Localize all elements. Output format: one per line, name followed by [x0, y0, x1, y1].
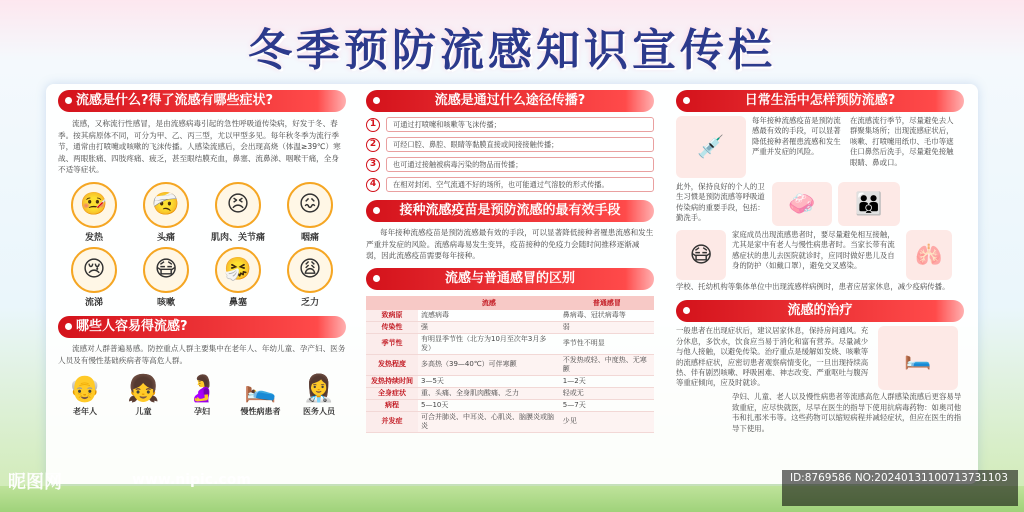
prevention-tip-crowds: 在流感流行季节，尽量避免去人群聚集场所；出现流感症状后，咳嗽、打喷嚏用纸巾、毛巾等遮住口鼻然后洗手，尽量避免接触眼睛、鼻或口。: [850, 116, 954, 167]
column-middle: [366, 90, 654, 433]
patient-icon: 🛌: [244, 374, 277, 405]
transmission-route: [366, 157, 654, 172]
symptom-item: [274, 247, 346, 308]
table-cell: 轻或无: [560, 387, 654, 399]
symptom-item: [202, 247, 274, 308]
section-header-prevention: 日常生活中怎样预防流感?: [676, 90, 964, 112]
risk-group-label: 慢性病患者: [240, 407, 281, 417]
table-cell: 流感病毒: [418, 310, 560, 322]
route-text: 也可通过接触被病毒污染的物品而传播；: [386, 157, 654, 172]
table-cell: 5—7天: [560, 399, 654, 411]
table-cell: 少见: [560, 411, 654, 432]
table-row: [366, 321, 654, 333]
watermark-id-box: [782, 470, 1018, 506]
table-cell: 1—2天: [560, 375, 654, 387]
risk-group-item: [117, 372, 171, 417]
flu-vs-cold-table: [366, 296, 654, 433]
sick-bed-illustration-icon: 🛏️: [878, 326, 958, 390]
table-header-cell: 流感: [418, 296, 560, 310]
table-header-cell: 普通感冒: [560, 296, 654, 310]
risk-groups-text: 流感对人群普遍易感。防控重点人群主要集中在老年人、年幼儿童、孕产妇、医务人员及有慢性基础疾病者等高危人群。: [58, 343, 346, 365]
symptom-item: [58, 247, 130, 308]
table-cell: 强: [418, 321, 560, 333]
table-cell: 重、头痛、全身肌肉酸痛、乏力: [418, 387, 560, 399]
fever-icon: 🤒: [71, 182, 117, 228]
watermark-id-text: ID:8769586 NO:20240131100713731103: [790, 472, 1008, 484]
table-row-header: 传染性: [366, 321, 418, 333]
handwashing-illustration-icon: 🧼: [772, 182, 832, 226]
transmission-route: [366, 137, 654, 152]
table-row: [366, 399, 654, 411]
table-cell: 5—10天: [418, 399, 560, 411]
route-text: 可通过打喷嚏和咳嗽等飞沫传播；: [386, 117, 654, 132]
table-cell: 多高热（39—40℃）可伴寒颤: [418, 354, 560, 375]
treatment-text-general: 一般患者在出现症状后，建议居家休息，保持房间通风。充分休息，多饮水，饮食应当易于消化和富有营养。尽量减少与他人接触，以避免传染。治疗重点是缓解如发烧、咳嗽等的流感样症状，应密切患者观察病情变化，一旦出现持续高热、伴有剧烈咳嗽、呼吸困难、神志改变、严重呕吐与腹泻等重症倾向，应及时就诊。: [676, 326, 869, 388]
table-cell: 季节性不明显: [560, 333, 654, 354]
page-title: 冬季预防流感知识宣传栏: [248, 25, 776, 76]
watermark-logo: 昵图网: [8, 472, 62, 493]
treatment-text-high-risk: 孕妇、儿童、老人以及慢性病患者等流感高危人群感染流感后更容易导致重症，应尽快就医，尽早在医生的指导下使用抗病毒药物：如奥司他韦和扎那米韦等。这些药物可以缩短病程并减轻症状，但应在医生的指导下使用。: [732, 392, 962, 433]
route-number: 3: [366, 158, 380, 172]
symptom-item: [130, 182, 202, 243]
table-row-header: 致病原: [366, 310, 418, 322]
risk-group-item: [58, 372, 112, 417]
transmission-list: [366, 117, 654, 192]
column-right: [676, 90, 964, 433]
child-icon: 👧: [127, 374, 160, 405]
route-number: 1: [366, 118, 380, 132]
symptoms-grid: [58, 182, 346, 308]
symptom-label: 头痛: [156, 232, 175, 243]
risk-group-label: 医务人员: [303, 407, 335, 417]
prevention-tip-school: 学校、托幼机构等集体单位中出现流感样病例时，患者应居家休息，减少疫病传播。: [676, 282, 950, 291]
risk-group-label: 孕妇: [194, 407, 210, 417]
table-cell: 可合并肺炎、中耳炎、心肌炎、脑膜炎或脑炎: [418, 411, 560, 432]
medical-staff-icon: 👩‍⚕️: [302, 374, 336, 405]
route-text: 可经口腔、鼻腔、眼睛等黏膜直接或间接接触传播；: [386, 137, 654, 152]
route-number: 2: [366, 138, 380, 152]
stuffy-nose-icon: 🤧: [215, 247, 261, 293]
route-text: 在相对封闭、空气流通不好的场所，也可能通过气溶胶的形式传播。: [386, 177, 654, 192]
prevention-tip-family: 家庭成员出现流感患者时，要尽量避免相互接触，尤其是家中有老人与慢性病患者时。当家长带有流感症状的患儿去医院就诊时，应同时做好患儿及自身的防护（如戴口罩），避免交叉感染。: [732, 230, 895, 271]
symptom-item: [58, 182, 130, 243]
section-header-transmission: 流感是通过什么途径传播?: [366, 90, 654, 112]
risk-group-label: 老年人: [73, 407, 97, 417]
table-row-header: 全身症状: [366, 387, 418, 399]
elderly-icon: 👴: [68, 374, 102, 405]
vaccine-text: 每年接种流感疫苗是预防流感最有效的手段，可以显著降低接种者罹患流感和发生严重并发症的风险。流感病毒易发生变异，疫苗接种的免疫力会随时间推移逐渐减弱，因此流感疫苗需要每年接种。: [366, 228, 654, 261]
section-header-risk-groups: 哪些人容易得流感?: [58, 316, 346, 338]
table-header-cell: [366, 296, 418, 310]
runny-nose-icon: 😢: [71, 247, 117, 293]
route-number: 4: [366, 178, 380, 192]
symptom-label: 肌肉、关节痛: [210, 232, 265, 243]
section-header-flu-vs-cold: 流感与普通感冒的区别: [366, 268, 654, 290]
table-row: [366, 354, 654, 375]
table-row: [366, 333, 654, 354]
table-cell: 弱: [560, 321, 654, 333]
symptom-item: [130, 247, 202, 308]
symptom-label: 咽痛: [300, 232, 319, 243]
vaccination-illustration-icon: 💉: [676, 116, 746, 178]
table-row: [366, 411, 654, 432]
section-header-vaccine: 接种流感疫苗是预防流感的最有效手段: [366, 200, 654, 222]
fatigue-icon: 😩: [287, 247, 333, 293]
risk-group-label: 儿童: [135, 407, 152, 417]
risk-group-item: [292, 372, 346, 417]
table-cell: 不发热或轻、中度热、无寒颤: [560, 354, 654, 375]
transmission-route: [366, 177, 654, 192]
table-row-header: 季节性: [366, 333, 418, 354]
risk-group-item: [234, 372, 288, 417]
headache-icon: 🤕: [143, 182, 189, 228]
risk-group-item: [175, 372, 229, 417]
mask-girl-illustration-icon: 😷: [676, 230, 726, 280]
table-cell: 3—5天: [418, 375, 560, 387]
joint-pain-icon: 😣: [215, 182, 261, 228]
column-left: [58, 90, 346, 417]
table-row: [366, 375, 654, 387]
symptom-label: 鼻塞: [228, 297, 247, 308]
sore-throat-icon: 😖: [287, 182, 333, 228]
prevention-tip-vaccine: 每年接种流感疫苗是预防流感最有效的手段，可以显著降低接种者罹患流感和发生严重并发症的风险。: [752, 116, 841, 157]
risk-groups-row: [58, 372, 346, 417]
what-is-flu-text: 流感，又称流行性感冒，是由流感病毒引起的急性呼吸道传染病，好发于冬、春季。按其病原体不同，可分为甲、乙、丙三型，尤以甲型多见。每年秋冬季为流行季节，通常由打喷嚏或咳嗽的飞沫传播。人感染流感后，会出现高烧（体温≥39℃）寒战、两眼胀痛、四肢疼痛、疲乏，甚至眼结膜充血，鼻塞、流鼻涕、咽喉干痛，全身不适等症状。: [58, 119, 341, 175]
table-cell: 鼻病毒、冠状病毒等: [560, 310, 654, 322]
table-row-header: 病程: [366, 399, 418, 411]
watermark-url: www.nipic.com: [132, 472, 251, 488]
prevention-tip-hygiene: 此外，保持良好的个人的卫生习惯是预防流感等呼吸道传染病的重要手段，包括：勤洗手。: [676, 182, 765, 223]
symptom-label: 发热: [84, 232, 103, 243]
table-cell: 有明显季节性（北方为10月至次年3月多发）: [418, 333, 560, 354]
table-row-header: 发热程度: [366, 354, 418, 375]
table-row: [366, 387, 654, 399]
table-row-header: 发热持续时间: [366, 375, 418, 387]
table-row: [366, 310, 654, 322]
symptom-label: 流涕: [84, 297, 103, 308]
cough-icon: 😷: [143, 247, 189, 293]
table-row-header: 并发症: [366, 411, 418, 432]
section-header-what-is-flu: 流感是什么?得了流感有哪些症状?: [58, 90, 346, 112]
symptom-label: 咳嗽: [156, 297, 175, 308]
symptom-item: [274, 182, 346, 243]
transmission-route: [366, 117, 654, 132]
symptom-item: [202, 182, 274, 243]
symptom-label: 乏力: [300, 297, 319, 308]
section-header-treatment: 流感的治疗: [676, 300, 964, 322]
family-illustration-icon: 👪: [838, 182, 900, 226]
pregnant-icon: 🤰: [185, 374, 219, 405]
lungs-illustration-icon: 🫁: [906, 230, 952, 280]
